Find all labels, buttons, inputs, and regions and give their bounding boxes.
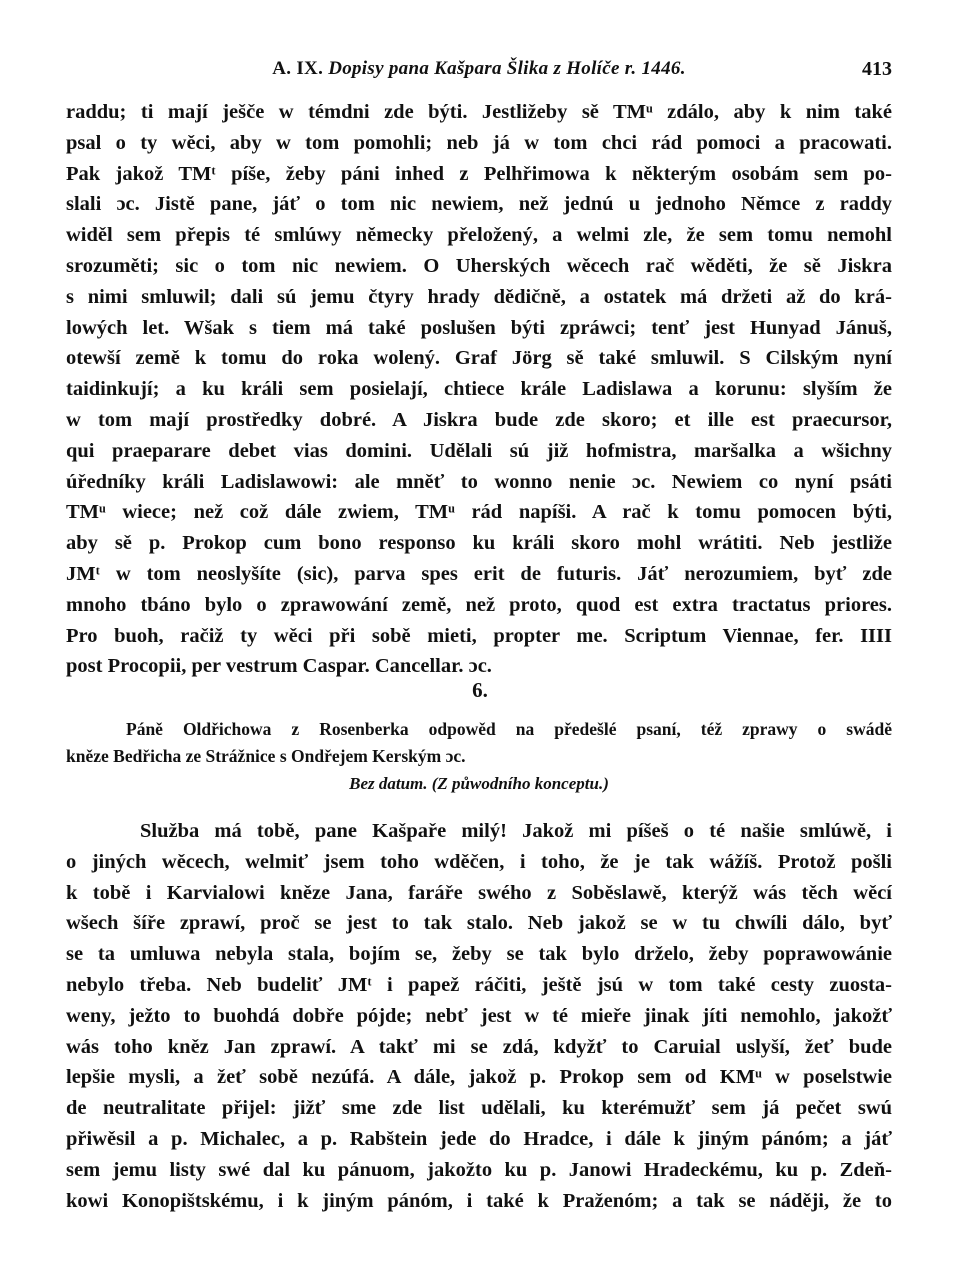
text-line: widěl sem přepis té smlúwy německy přeložený, a welmi zle, že sem tomu nemohl [66,224,892,247]
text-line: nebylo třeba. Neb budeliť JMᵗ i papež ráčiti, ještě jsú w tom také cesty zuosta- [66,973,892,996]
text-line: taidinkují; a ku králi sem posielají, chtiece krále Ladislawa a korunu: slyším že [66,378,892,401]
page-header [66,58,892,88]
text-line: o jiných wěcech, welmiť jsem toho wděčen, i toho, že je tak wážíš. Protož pošli [66,850,892,873]
heading-line: Páně Oldřichowa z Rosenberka odpowěd na předešlé psaní, též zprawy o swádě [126,719,892,739]
text-line: lepšie mysli, a žeť sobě nezúfá. A dále, jakož p. Prokop sem od KMᵘ w poselstwie [66,1066,892,1089]
text-line: wás toho kněz Jan zprawí. A takť mi se zdá, kdyžť to Caruial uslyší, žeť bude [66,1035,892,1058]
letter-one-body [66,97,892,682]
text-line: weny, ježto to buohdá dobře pójde; nebť jest w té mieře jinak jíti nemohlo, jakožť [66,1004,892,1027]
text-line: kowi Konopištskému, i k jiným pánóm, i také k Praženóm; a tak se náději, že to [66,1189,892,1212]
running-title: Dopisy pana Kašpara Šlika z Holíče r. 1446. [328,58,686,79]
text-line: raddu; ti mají ješče w témdni zde býti. Jestližeby sě TMᵘ zdálo, aby k nim také [66,101,892,123]
text-line: lowých let. Wšak s tiem má také poslušen býti zpráwci; tenť jest Hunyad Jánuš, [66,316,892,339]
text-line: TMᵘ wiece; než což dále zwiem, TMᵘ rád napíši. A rač k tomu pomocen býti, [66,501,892,524]
text-line: aby sě p. Prokop cum bono responso ku králi skoro mohl wrátiti. Neb jestliže [66,532,892,555]
text-line: Pro buoh, račiž ty wěci při sobě mieti, propter me. Scriptum Viennae, fer. IIII [66,624,892,647]
text-line: otewší země k tomu do roka wolený. Graf Jörg sě také smluwil. S Cilským nyní [66,347,892,370]
text-line: přiwěsil a p. Michalec, a p. Rabštein jede do Hradce, i dále k jiným pánóm; a jáť [66,1127,892,1150]
text-line: úředníky králi Ladislawowi: ale mněť to wonno nenie ɔc. Newiem co nyní psáti [66,470,892,493]
letter-two-heading [66,716,892,798]
text-line: Služba má tobě, pane Kašpaře milý! Jakož mi píšeš o té našie smlúwě, i [140,820,892,842]
heading-line: kněze Bedřicha ze Strážnice s Ondřejem Kerským ɔc. [66,746,466,766]
text-line: qui praeparare debet vias domini. Udělali sú již hofmistra, maršalka a wšichny [66,439,892,462]
text-line: w tom mají prostředky dobré. A Jiskra bude zde skoro; et ille est praecursor, [66,408,892,431]
text-line: sem jemu listy swé dal ku pánuom, jakožto ku p. Janowi Hradeckému, ku p. Zdeň- [66,1158,892,1181]
running-head [66,58,892,80]
page-number: 413 [862,58,892,80]
text-line: de neutralitate přijel: jižť sme zde list udělali, ku kterémužť sem já pečet swú [66,1097,892,1120]
text-line: se ta umluwa nebyla stala, bojím se, žeby se tak bylo drželo, žeby poprawowánie [66,943,892,966]
text-line: s nimi smluwil; dali sú jemu čtyry hrady dědičně, a ostatek má držeti až do krá- [66,285,892,308]
text-line: wšech šíře zprawí, proč se jest to tak stalo. Neb jakož se w tu chwíli dálo, byť [66,912,892,935]
text-line: mnoho tbáno bylo o zprawowání země, než proto, quod est extra tractatus priores. [66,593,892,616]
source-note: Bez datum. (Z půwodního konceptu.) [349,774,609,793]
text-line: JMᵗ w tom neoslyšíte (sic), parva spes erit de futuris. Jáť nerozumiem, byť zde [66,562,892,585]
text-line: srozuměti; sic o tom nic newiem. O Uherských wěcech rač wěděti, že sě Jiskra [66,254,892,277]
section-label: A. IX. [272,58,324,79]
text-line: k tobě i Karvialowi kněze Jana, faráře swého z Soběslawě, kterýž wás těch wěcí [66,881,892,904]
letter-two-body [66,816,892,1216]
text-line: slali ɔc. Jistě pane, jáť o tom nic newiem, než jednú u jednoho Němce z raddy [66,193,892,216]
text-line: psal o ty wěci, aby w tom pomohli; neb já w tom chci rád pomoci a pracowati. [66,131,892,154]
document-number: 6. [472,678,488,702]
text-line: Pak jakož TMᵗ píše, žeby páni inhed z Pelhřimowa k některým osobám sem po- [66,162,892,185]
text-line: post Procopii, per vestrum Caspar. Cancellar. ɔc. [66,655,492,678]
